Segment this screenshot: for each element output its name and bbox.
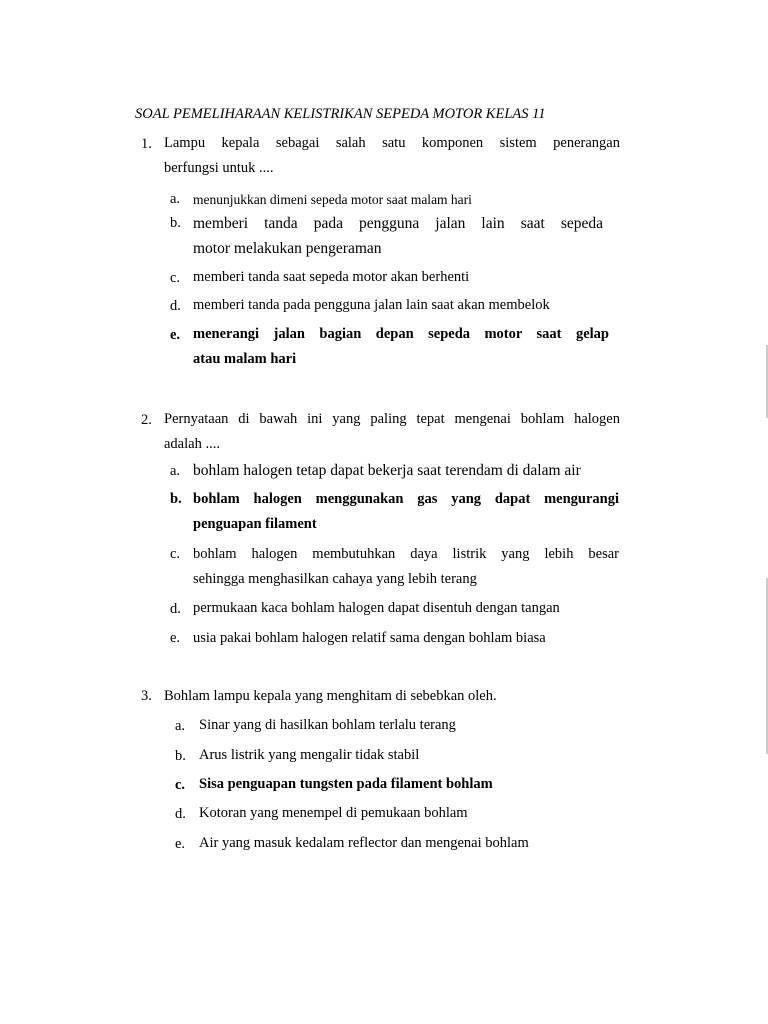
q2-option-a-text: [193, 458, 619, 483]
q2-option-d-letter: d.: [170, 601, 181, 617]
question-2-number: 2.: [141, 412, 152, 428]
q3-option-a-text: [199, 713, 619, 738]
q2-option-e-text: [193, 626, 619, 651]
q3-option-c-text: [199, 772, 619, 797]
q1-option-c-letter: c.: [170, 270, 181, 286]
q1-option-d-text: [193, 293, 613, 318]
q2-option-e-line-1: usia pakai bohlam halogen relatif sama dengan bohlam biasa: [193, 630, 546, 646]
q3-option-e-text: [199, 831, 619, 856]
q1-option-e-letter: e.: [170, 327, 181, 343]
q1-option-c-text: [193, 265, 613, 290]
q1-option-b-letter: b.: [170, 215, 181, 231]
q2-option-e-letter: e.: [170, 630, 181, 646]
q2-option-d-text: [193, 596, 619, 621]
question-1-line-2: berfungsi untuk ....: [164, 160, 274, 176]
q1-option-e-line-2: atau malam hari: [193, 351, 297, 367]
q1-option-d-letter: d.: [170, 298, 181, 314]
q1-option-e-text: [193, 322, 609, 372]
q2-option-c-letter: c.: [170, 546, 181, 562]
q2-option-b-line-1: bohlam halogen menggunakan gas yang dapat mengurangi: [193, 491, 619, 507]
question-1-line-1: Lampu kepala sebagai salah satu komponen sistem penerangan: [164, 135, 620, 151]
q2-option-c-line-2: sehingga menghasilkan cahaya yang lebih terang: [193, 571, 477, 587]
q3-option-a-line-1: Sinar yang di hasilkan bohlam terlalu terang: [199, 717, 456, 733]
q3-option-b-text: [199, 743, 619, 768]
q3-option-e-line-1: Air yang masuk kedalam reflector dan mengenai bohlam: [199, 835, 529, 851]
q2-option-b-line-2: penguapan filament: [193, 516, 317, 532]
q2-option-a-letter: a.: [170, 463, 181, 479]
q2-option-b-letter: b.: [170, 491, 182, 507]
q3-option-c-line-1: Sisa penguapan tungsten pada filament bohlam: [199, 776, 493, 792]
question-2-text: [164, 407, 620, 457]
q1-option-c-line-1: memberi tanda saat sepeda motor akan berhenti: [193, 269, 470, 285]
q2-option-a-line-1: bohlam halogen tetap dapat bekerja saat terendam di dalam air: [193, 462, 581, 479]
q2-option-d-line-1: permukaan kaca bohlam halogen dapat disentuh dengan tangan: [193, 600, 560, 616]
document-title: SOAL PEMELIHARAAN KELISTRIKAN SEPEDA MOTOR KELAS 11: [135, 106, 546, 122]
q1-option-b-text: [193, 211, 603, 261]
q3-option-d-text: [199, 801, 619, 826]
q1-option-d-line-1: memberi tanda pada pengguna jalan lain saat akan membelok: [193, 297, 550, 313]
q2-option-c-text: [193, 542, 619, 592]
question-3-text: [164, 684, 620, 709]
q2-option-c-line-1: bohlam halogen membutuhkan daya listrik yang lebih besar: [193, 546, 619, 562]
question-2-line-1: Pernyataan di bawah ini yang paling tepat mengenai bohlam halogen: [164, 411, 620, 427]
q2-option-b-text: [193, 487, 619, 537]
q1-option-a-line-1: menunjukkan dimeni sepeda motor saat malam hari: [193, 192, 472, 207]
q1-option-b-line-2: motor melakukan pengeraman: [193, 240, 382, 257]
question-3-number: 3.: [141, 688, 152, 704]
q3-option-c-letter: c.: [175, 777, 186, 793]
q1-option-a-letter: a.: [170, 191, 181, 207]
q1-option-a-text: [193, 187, 613, 212]
q3-option-b-letter: b.: [175, 748, 186, 764]
q3-option-d-letter: d.: [175, 806, 186, 822]
q3-option-a-letter: a.: [175, 718, 186, 734]
q3-option-b-line-1: Arus listrik yang mengalir tidak stabil: [199, 747, 420, 763]
question-2-line-2: adalah ....: [164, 436, 220, 452]
question-1-text: [164, 131, 620, 181]
q3-option-e-letter: e.: [175, 836, 186, 852]
q1-option-e-line-1: menerangi jalan bagian depan sepeda motor saat gelap: [193, 326, 609, 342]
q3-option-d-line-1: Kotoran yang menempel di pemukaan bohlam: [199, 805, 468, 821]
question-3-line-1: Bohlam lampu kepala yang menghitam di sebebkan oleh.: [164, 688, 497, 704]
q1-option-b-line-1: memberi tanda pada pengguna jalan lain saat sepeda: [193, 215, 603, 232]
question-1-number: 1.: [141, 136, 152, 152]
